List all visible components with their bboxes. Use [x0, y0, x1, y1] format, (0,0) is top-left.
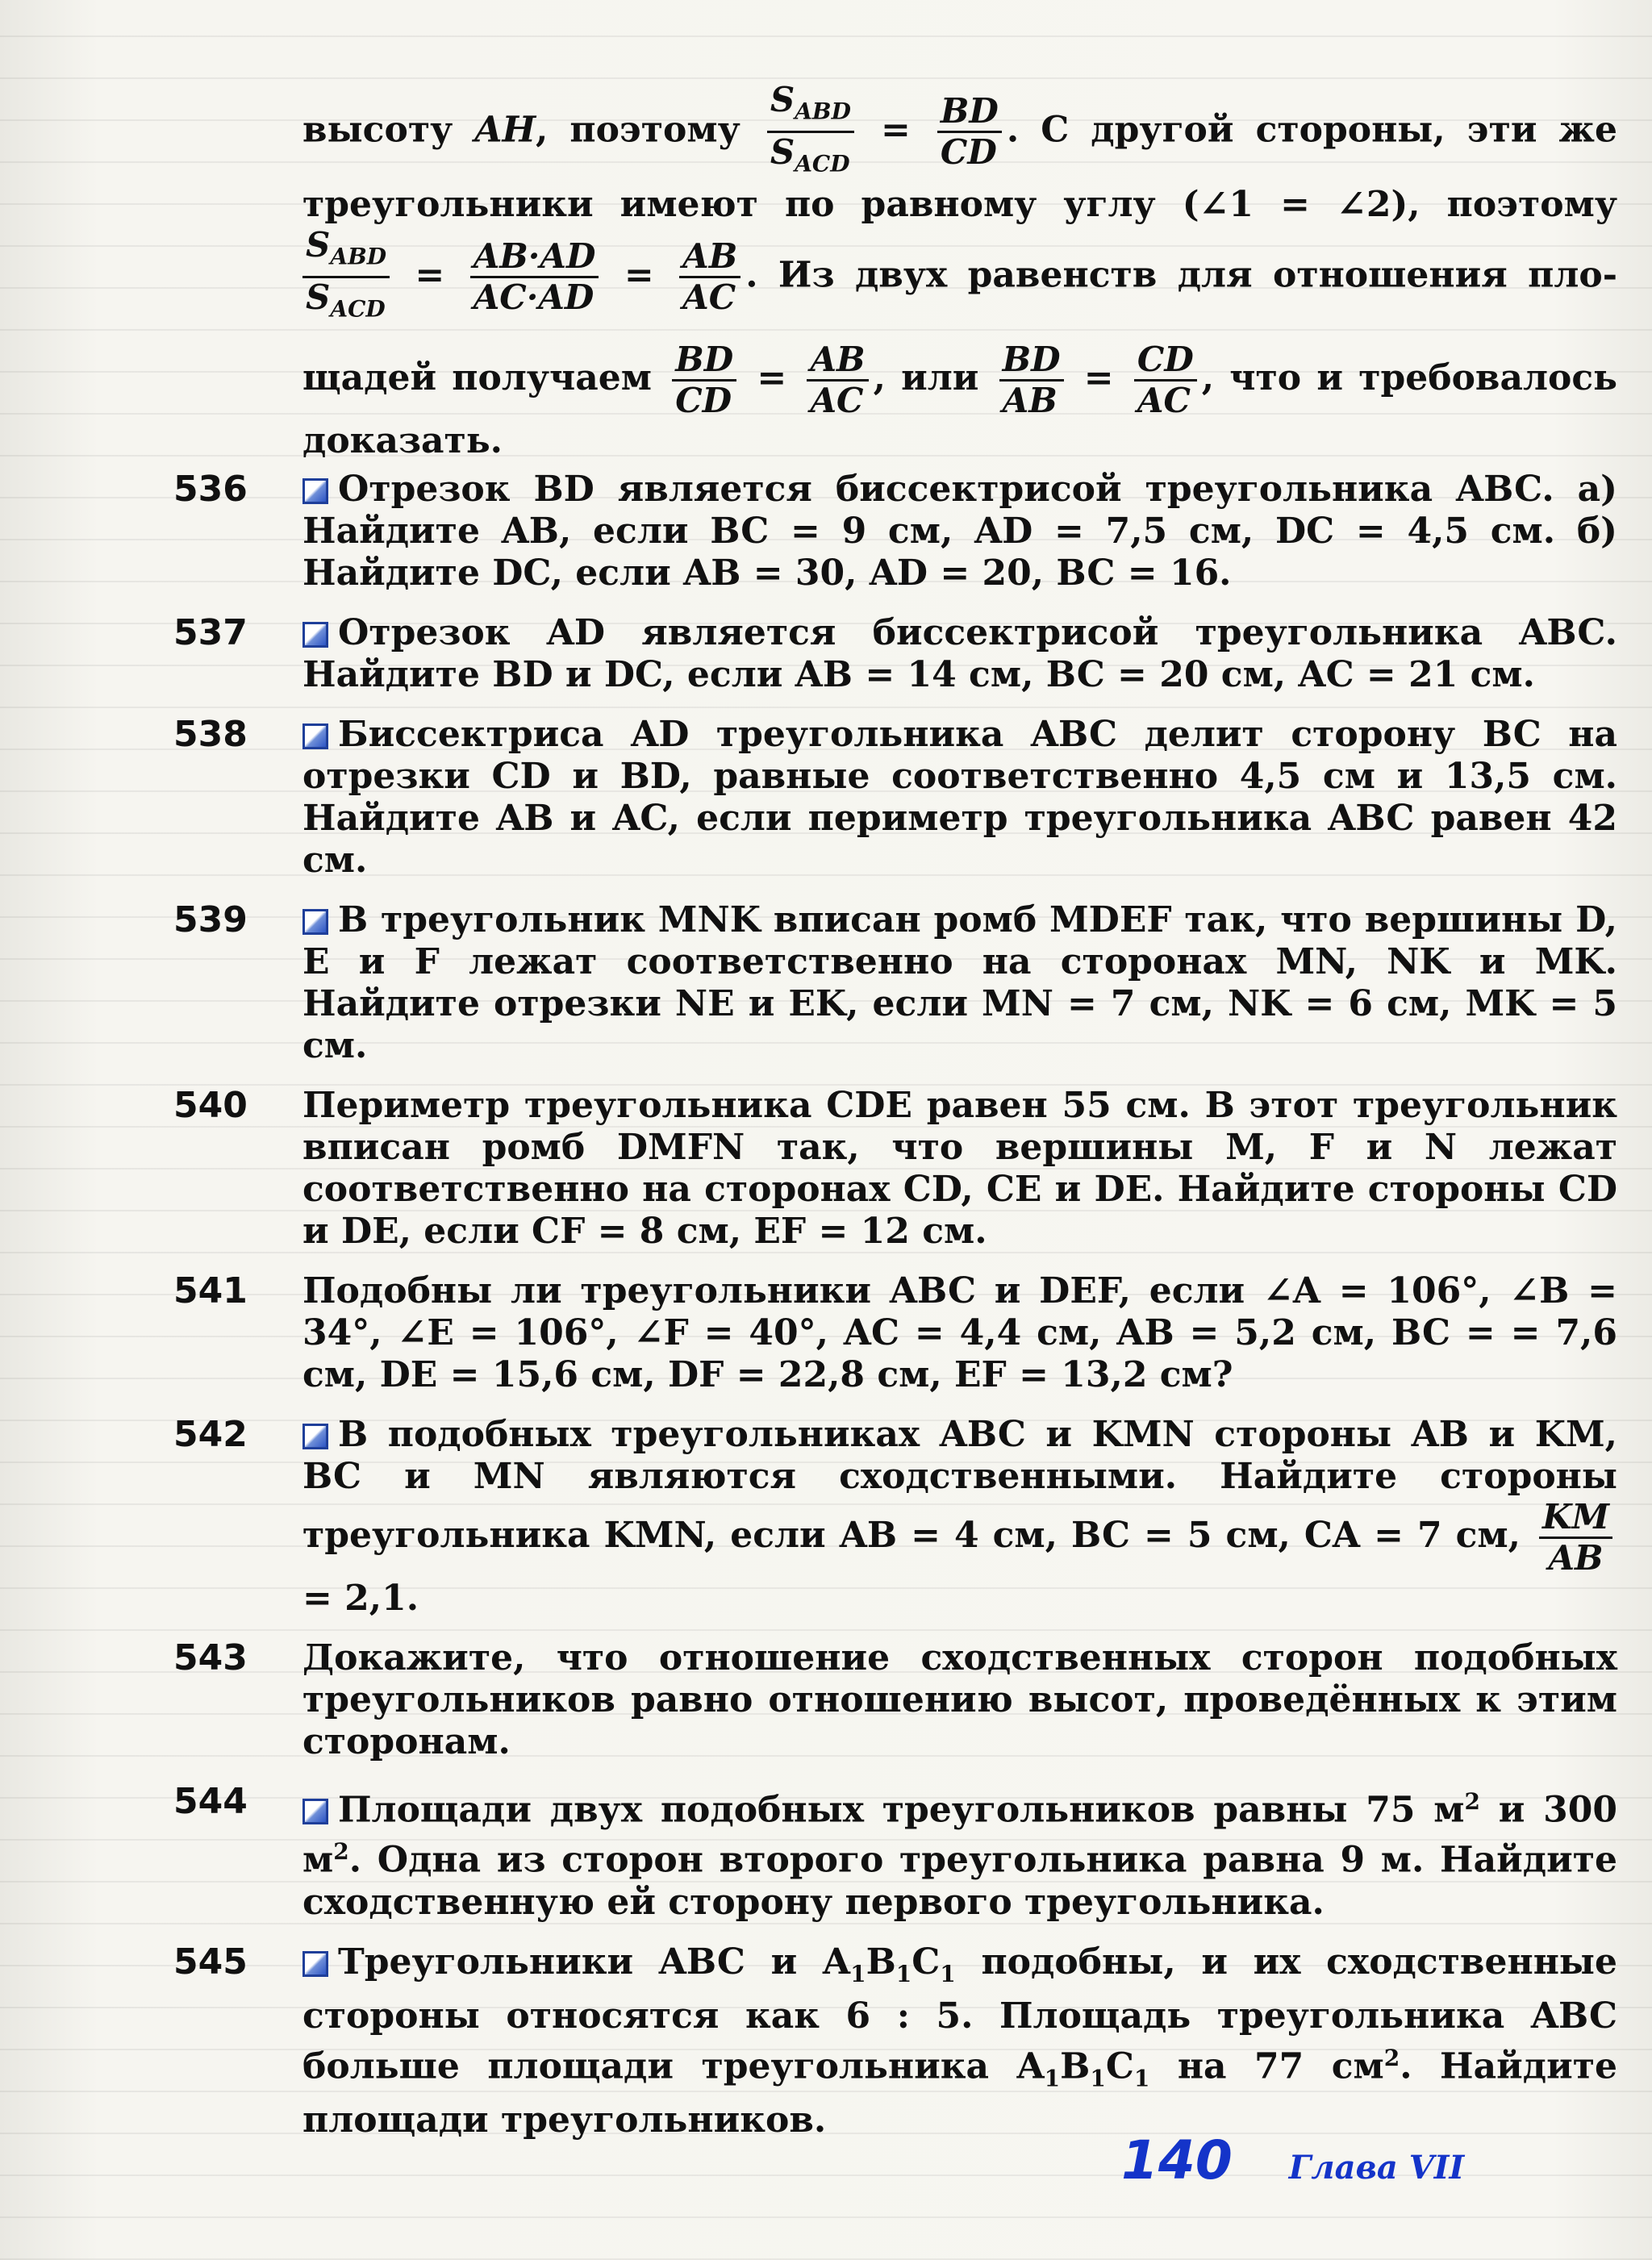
problem-text: Отрезок BD является биссектрисой треугольника ABC. а) Найдите AB, если BC = 9 см, AD = 7,5 см, DC = 4,5 см. б) Найдите DC, если AB = 30, AD = 20, BC = 16.	[302, 468, 1617, 594]
fraction: $\frac{AB}{AC}$	[807, 340, 868, 420]
problem-545: 545 Треугольники ABC и $A_1B_1C_1$ подобны, и их сходственные стороны относятся как 6 : 5. Площадь треугольника ABC больше площади треугольника $A_1B_1C_1$ на 77 $см^2$. Найдите площади треугольников.	[173, 1941, 1617, 2141]
square-marker-icon	[302, 622, 328, 648]
problem-number: 543	[173, 1637, 248, 1678]
chapter-label: Глава VII	[1288, 2149, 1465, 2187]
problem-543	[173, 1637, 1617, 1763]
square-marker-icon	[302, 478, 328, 504]
problem-number: 536	[173, 468, 248, 510]
square-marker-icon	[302, 723, 328, 749]
fraction: $\frac{AB}{AC}$	[679, 237, 740, 317]
fraction: $\frac{BD}{CD}$	[672, 340, 736, 420]
problem-542: 542 В подобных треугольниках ABC и KMN стороны AB и KM, BC и MN являются сходственными. Найдите стороны треугольника KMN, если AB = 4 см, BC = 5 см, CA = 7 см, $\frac{KM}{AB}$ = 2,1.	[173, 1413, 1617, 1619]
intro-line-4: щадей получаем $\frac{BD}{CD}$ = $\frac{AB}{AC}$ , или $\frac{BD}{AB}$ = $\frac{CD}{AC}$ , что и требовалось	[302, 339, 1618, 420]
problem-541	[173, 1270, 1617, 1396]
problem-number: 544	[173, 1780, 248, 1822]
square-marker-icon	[302, 1799, 328, 1824]
problem-number: 541	[173, 1270, 248, 1311]
problem-537	[173, 612, 1617, 696]
fraction: $\frac{CD}{AC}$	[1134, 340, 1197, 420]
intro-line-1: высоту AH, поэтому $\frac{S_{ABD}}{S_{ACD}}$ = $\frac{BD}{CD}$ . С другой стороны, эти же	[302, 81, 1617, 184]
problem-text: Отрезок AD является биссектрисой треугольника ABC. Найдите BD и DC, если AB = 14 см, BC = 20 см, AC = 21 см.	[302, 611, 1617, 695]
fraction: $\frac{BD}{AB}$	[999, 340, 1064, 420]
problem-number: 539	[173, 899, 248, 940]
problem-text: Периметр треугольника CDE равен 55 см. В этот треугольник вписан ромб DMFN так, что вершины M, F и N лежат соответственно на сторонах CD, CE и DE. Найдите стороны CD и DE, если CF = 8 см, EF = 12 см.	[302, 1084, 1617, 1252]
square-marker-icon	[302, 1424, 328, 1449]
problem-number: 537	[173, 611, 248, 653]
problem-536	[173, 469, 1617, 594]
problem-540	[173, 1085, 1617, 1253]
problem-544: 544 Площади двух подобных треугольников равны 75 $м^2$ и 300 $м^2$. Одна из сторон второго треугольника равна 9 м. Найдите сходственную ей сторону первого треугольника.	[173, 1780, 1617, 1923]
problem-number: 545	[173, 1941, 248, 1983]
intro-line-3: $\frac{S_{ABD}}{S_{ACD}}$ = $\frac{AB\cdot AD}{AC\cdot AD}$ = $\frac{AB}{AC}$ . Из двух равенств для отношения пло-	[302, 226, 1617, 329]
problem-number: 540	[173, 1084, 248, 1126]
intro-line-5: доказать.	[302, 419, 503, 461]
square-marker-icon	[302, 909, 328, 935]
intro-proof	[173, 81, 1617, 462]
problem-text: В подобных треугольниках ABC и KMN стороны AB и KM, BC и MN являются сходственными. Найдите стороны треугольника KMN, если AB = 4 см, BC = 5 см, CA = 7 см,	[302, 1413, 1617, 1556]
fraction: $\frac{BD}{CD}$	[937, 92, 1002, 172]
problem-text: Биссектриса AD треугольника ABC делит сторону BC на отрезки CD и BD, равные соответственно 4,5 см и 13,5 см. Найдите AB и AC, если периметр треугольника ABC равен 42 см.	[302, 713, 1617, 881]
problem-539	[173, 899, 1617, 1067]
page-content	[173, 81, 1617, 2141]
fraction: $\frac{S_{ABD}}{S_{ACD}}$	[302, 226, 390, 329]
page-footer	[1121, 2129, 1464, 2191]
problem-number: 538	[173, 713, 248, 755]
problem-text: В треугольник MNK вписан ромб MDEF так, что вершины D, E и F лежат соответственно на сторонах MN, NK и MK. Найдите отрезки NE и EK, если MN = 7 см, NK = 6 см, MK = 5 см.	[302, 899, 1617, 1066]
intro-line-2: треугольники имеют по равному углу (∠1 = ∠2), поэтому	[302, 183, 1617, 225]
problem-538	[173, 714, 1617, 882]
fraction: $\frac{AB\cdot AD}{AC\cdot AD}$	[470, 237, 599, 317]
problem-text: Подобны ли треугольники ABC и DEF, если ∠A = 106°, ∠B = 34°, ∠E = 106°, ∠F = 40°, AC = 4,4 см, AB = 5,2 см, BC = = 7,6 см, DE = 15,6 см, DF = 22,8 см, EF = 13,2 см?	[302, 1270, 1617, 1395]
fraction: $\frac{S_{ABD}}{S_{ACD}}$	[767, 81, 854, 184]
problem-number: 542	[173, 1413, 248, 1455]
problem-text: Докажите, что отношение сходственных сторон подобных треугольников равно отношению высот, проведённых к этим сторонам.	[302, 1637, 1617, 1762]
page-number: 140	[1121, 2129, 1233, 2191]
square-marker-icon	[302, 1951, 328, 1977]
fraction: $\frac{KM}{AB}$	[1539, 1498, 1612, 1578]
